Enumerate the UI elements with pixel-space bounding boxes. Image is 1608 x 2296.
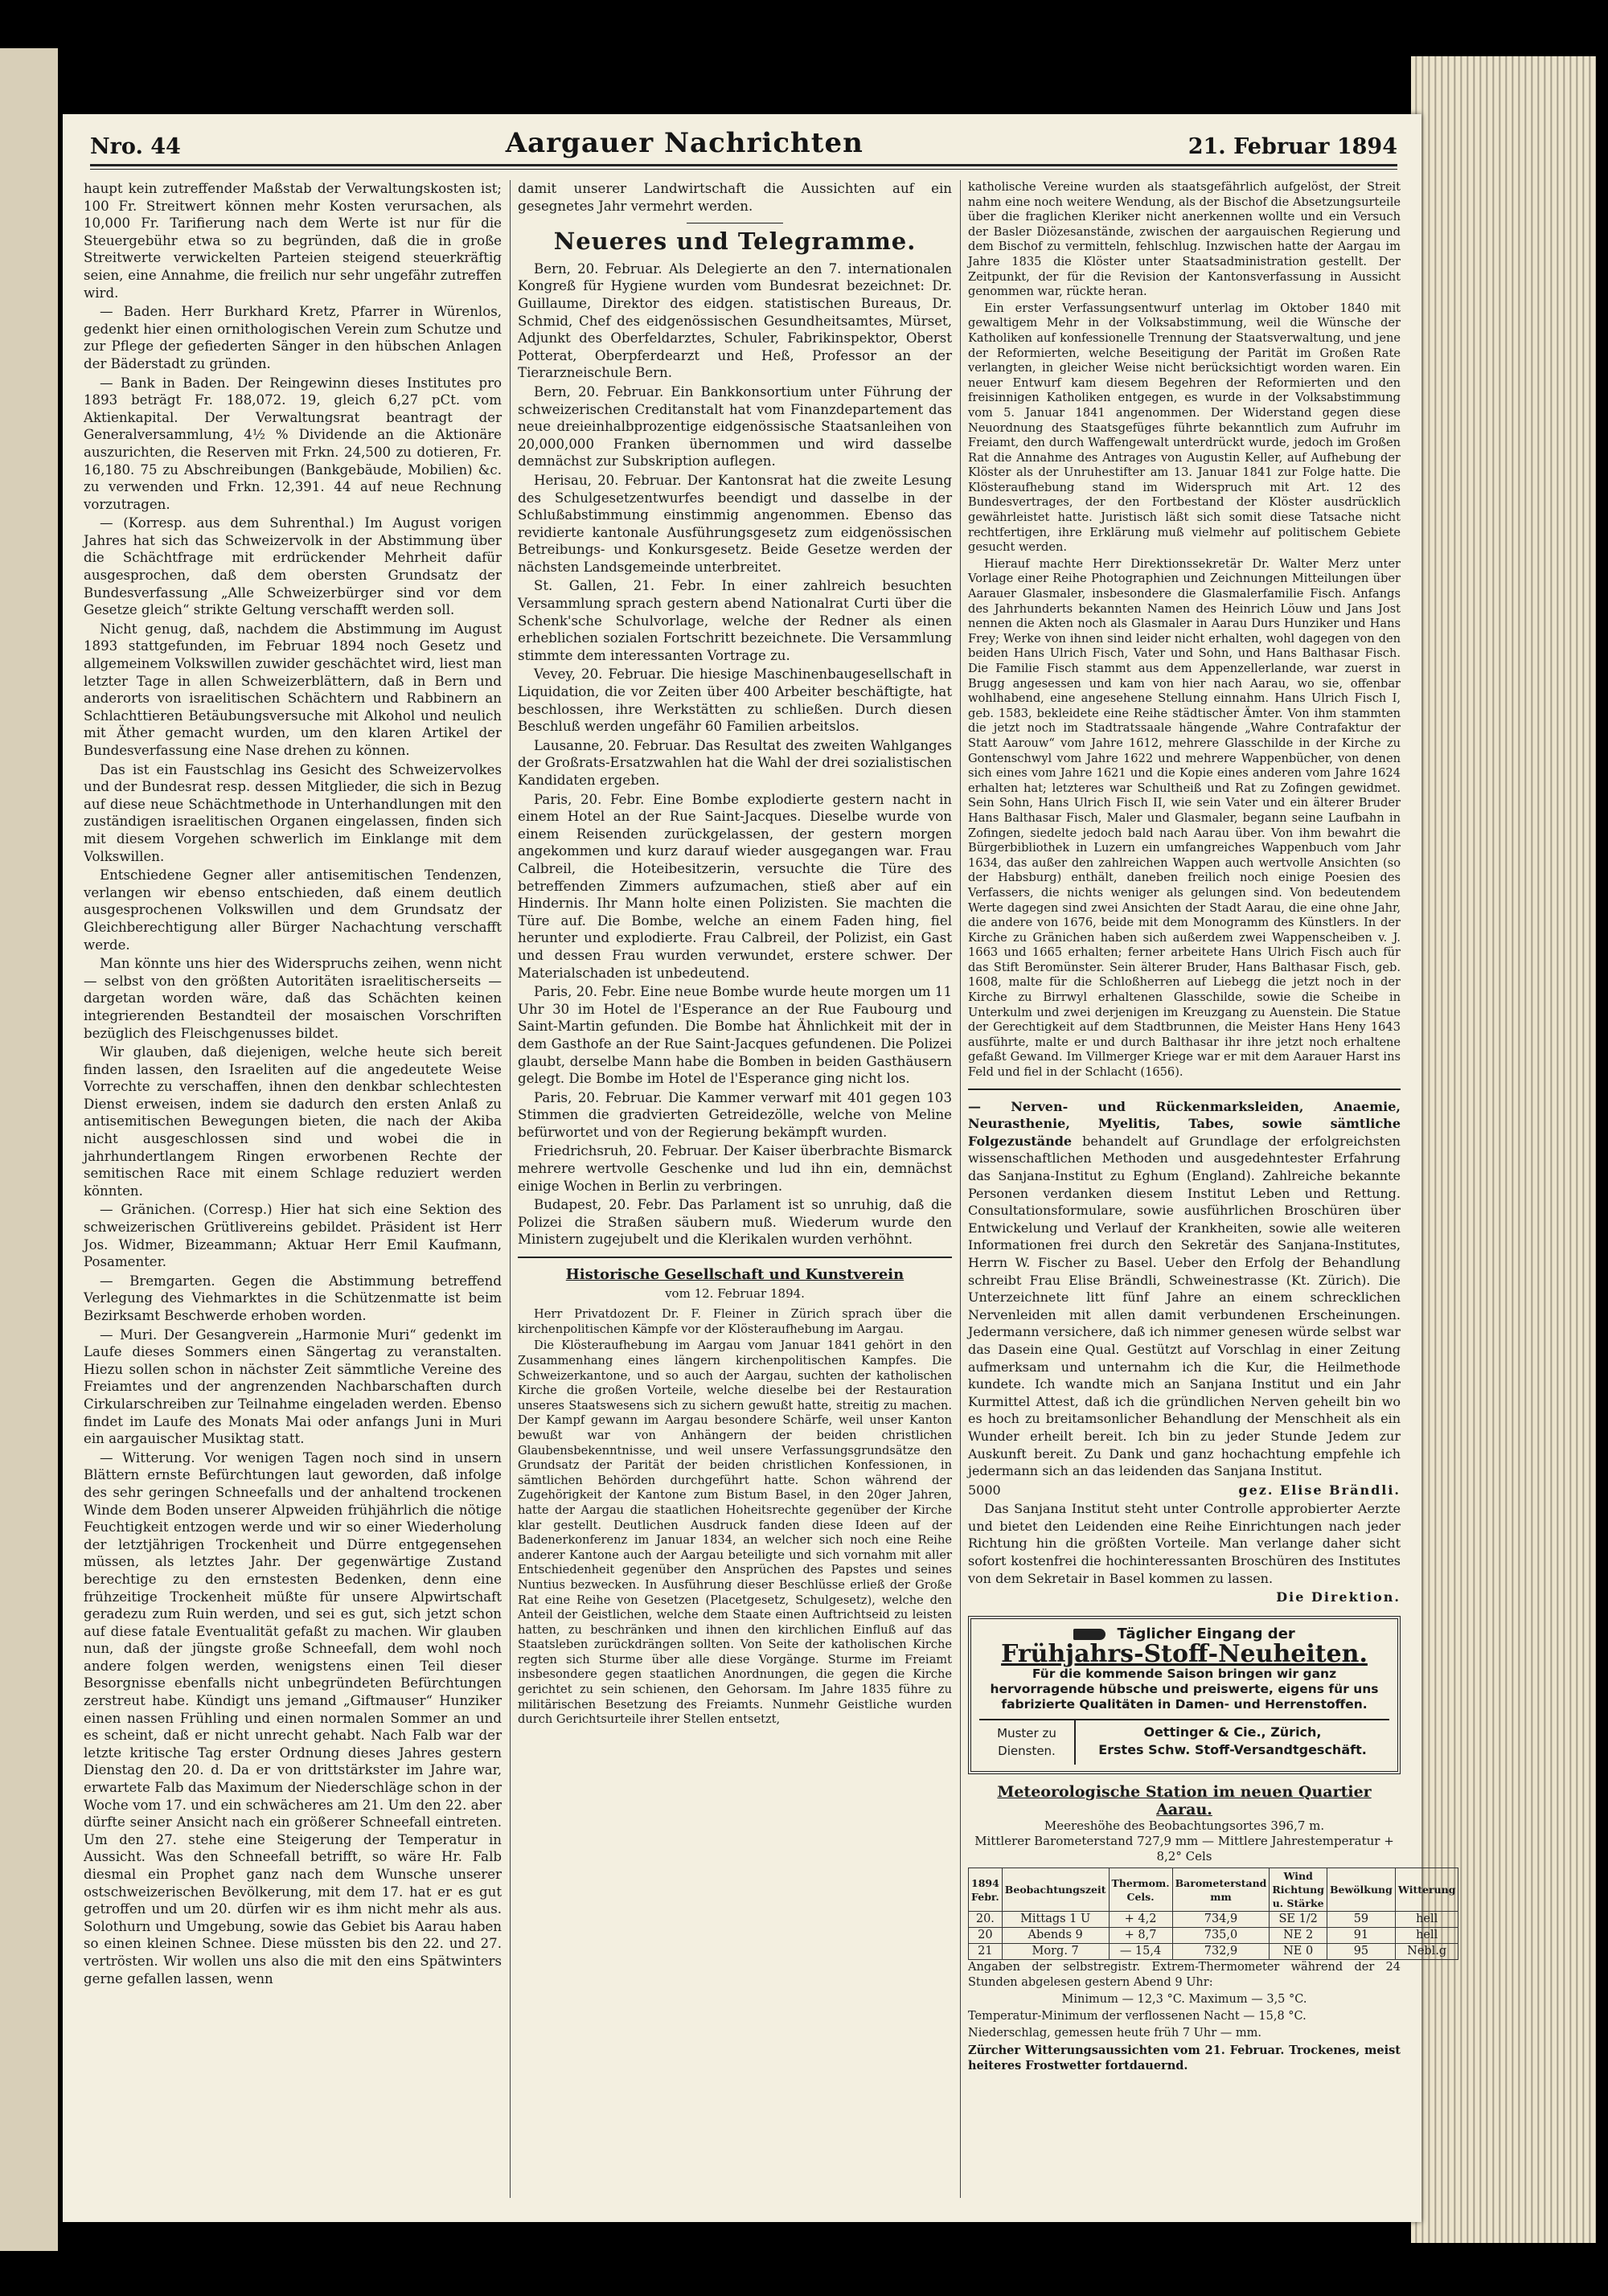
ad-stoff-firm-sub: Erstes Schw. Stoff-Versandtgeschäft. [1098,1742,1367,1758]
column-3 [968,180,1456,2198]
column-divider [960,180,961,2198]
paragraph: — (Korresp. aus dem Suhrenthal.) Im August vorigen Jahres hat sich das Schweizervolk in der Abstimmung über die Schächtfrage mit erdrückender Mehrheit dafür ausgesprochen, daß dem obersten Grundsatz der Bundesverfassung „Alle Schweizerbürger sind vor dem Gesetze gleich“ strikte Geltung verschafft werden soll. [84,515,502,618]
paragraph: — Baden. Herr Burkhard Kretz, Pfarrer in Würenlos, gedenkt hier einen ornithologischen Verein zum Schutze und zur Pflege der gefiederten Sänger in den hübschen Anlagen der Bäderstadt zu gründen. [84,304,502,371]
section-divider [518,1257,952,1258]
table-cell: Morg. 7 [1002,1944,1109,1960]
table-cell: hell [1395,1928,1458,1944]
meteo-header: Bewölkung [1327,1868,1395,1912]
meteo-header: Barometerstand mm [1172,1868,1270,1912]
news-item: Herisau, 20. Februar. Der Kantonsrat hat die zweite Lesung des Schulgesetzentwurfes beendigt und dasselbe in der Schlußabstimmung einstimmig angenommen. Ebenso das revidierte kantonale Ausführungsgesetz zum eidgenössischen Betreibungs- und Konkursgesetz. Beide Gesetze werden der nächsten Landsgemeinde unterbreitet. [518,472,952,575]
ad-signature: gez. Elise Brändli. [1238,1482,1401,1498]
meteo-header: Beobachtungszeit [1002,1868,1109,1912]
paragraph: Entschiedene Gegner aller antisemitischen Tendenzen, verlangen wir ebenso entschieden, daß einem deutlich ausgesprochenen Volkswillen und dem Grundsatz der Gleichberechtigung aller Bürger Nachachtung verschafft werde. [84,867,502,953]
newspaper-page [63,114,1456,2222]
paragraph: damit unserer Landwirtschaft die Aussichten auf ein gesegnetes Jahr vermehrt werden. [518,181,952,214]
paragraph: — Bank in Baden. Der Reingewinn dieses Institutes pro 1893 beträgt Fr. 188,072. 19, gleich 6,27 pCt. vom Aktienkapital. Der Verwaltungsrat beantragt der Generalversammlung, 4½ % Dividende an die Aktionäre auszurichten, die Reserven mit Frkn. 24,500 zu dotieren, Fr. 16,180. 75 zu Abschreibungen (Bankgebäude, Mobilien) &c. zu verwenden und Frkn. 12,391. 44 auf neue Rechnung vorzutragen. [84,375,502,512]
ad-body: behandelt auf Grundlage der erfolgreichsten wissenschaftlichen Methoden und ausgedehntester Erfahrung das Sanjana-Institut zu Eghum (England). Zahlreiche bekannte Personen verdanken diesem Institut Leben und Rettung. Consultationsformulare, sowie ausführlichen Broschüren über Entwickelung und Verlauf der Krankheiten, sowie alle weiteren Informationen frei durch den Sekretär des Sanjana-Institutes, Herrn W. Fischer zu Basel. Ueber den Erfolg der Behandlung schreibt Frau Elise Brändli, Schweinestrasse (Kt. Zürich). Die Unterzeichnete litt fünf Jahre an einem schrecklichen Nervenleiden mit allen damit verbundenen Erscheinungen. Jedermann versichere, daß ich nimmer genesen würde selbst war das Dasein eine Qual. Gestützt auf Vorschlag in einer Zeitung aufmerksam und unternahm ich die Kur, die Heilmethode kundete. Ich wandte mich an Sanjana Institut und ein Jahr Kurmittel Attest, daß ich die gründlichen Nerven geheilt bin wo es hoch zu breitamsonlicher Behandlung der Menschheit als ein Wunder erheilt bereit. Ich bin zu jeder Stunde Jedem zur Auskunft bereit. Zu Dank und ganz hochachtung empfehle ich jedermann sich an das leidenden das Sanjana Institut. [968,1133,1401,1479]
newspaper-title: Aargauer Nachrichten [505,127,863,159]
section-divider [968,1089,1401,1090]
column-1 [84,180,502,2198]
table-cell: 21 [969,1944,1003,1960]
news-item: Paris, 20. Febr. Eine neue Bombe wurde heute morgen um 11 Uhr 30 im Hotel de l'Esperance an der Rue Faubourg und Saint-Martin gefunden. Die Bombe hat Ähnlichkeit mit der in dem Gasthofe an der Rue Saint-Jacques gefundenen. Die Polizei glaubt, derselbe Mann habe die Bomben in beiden Gasthäusern gelegt. Die Bombe im Hotel de l'Esperance ging nicht los. [518,984,952,1087]
ad-stoff-line1: Täglicher Eingang der [1117,1625,1295,1642]
ad-direction: Die Direktion. [1276,1589,1401,1605]
news-item: Paris, 20. Februar. Die Kammer verwarf mit 401 gegen 103 Stimmen die gradvierten Getreidezölle, welche von Meline befürwortet und von der Regierung bekämpft wurden. [518,1089,952,1140]
paragraph: Ein erster Verfassungsentwurf unterlag im Oktober 1840 mit gewaltigem Mehr in der Volksabstimmung, weil die Wünsche der Katholiken auf konfessionelle Trennung der Staatsverwaltung, und jene der Reformierten, welche Beseitigung der Parität im Großen Rate verlangten, in gleicher Weise nicht berücksichtigt worden waren. Ein neuer Entwurf kam diesem Begehren der Reformierten und den freisinnigen Katholiken entgegen, es wurde in der Volksabstimmung vom 5. Januar 1841 angenommen. Der Widerstand gegen diese Neuordnung des Staatsgefüges führte bekanntlich zum Aufruhr im Freiamt, den durch Waffengewalt unterdrückt wurde, jedoch im Großen Rat die Annahme des Antrages von Augustin Keller, auf Aufhebung der Klöster als der Unruhestifter am 13. Januar 1841 zur Folge hatte. Die Klösteraufhebung stand im Widerspruch mit Art. 12 des Bundesvertrages, der den Fortbestand der Klöster ausdrücklich gewährleistet hatte. Juristisch läßt sich somit diese Tatsache nicht rechtfertigen, ihre Erklärung muß vielmehr auf politischem Gebiete gesucht werden. [968,301,1401,555]
meteo-forecast: Zürcher Witterungsaussichten vom 21. Februar. Trockenes, meist heiteres Frostwetter fortdauernd. [968,2044,1401,2073]
ad-stoff-text: Für die kommende Saison bringen wir ganz hervorragende hübsche und preiswerte, eigens für uns fabrizierte Qualitäten in Damen- und Herrenstoffen. [990,1667,1379,1712]
paragraph: katholische Vereine wurden als staatsgefährlich aufgelöst, der Streit nahm eine noch weitere Wendung, als der Bischof die Absetzungsurteile über die fraglichen Kleriker nicht anerkennen wollte und ein Versuch der Basler Diözesanstände, zwischen der aargauischen Regierung und dem Bischof zu vermitteln, fehlschlug. Inzwischen hatte der Aargau im Jahre 1835 die Klöster unter Staatsadministration gestellt. Der Zeitpunkt, der für die Revision der Kantonsverfassung in Aussicht genommen war, rückte heran. [968,180,1401,299]
news-item: Paris, 20. Febr. Eine Bombe explodierte gestern nacht in einem Hotel an der Rue Saint-Jacques. Dieselbe wurde von einem Reisenden zurückgelassen, der gestern morgen angekommen und kurz darauf wieder ausgegangen war. Frau Calbreil, die Hoteibesitzerin, versuchte die Türe des betreffenden Zimmers aufzumachen, stieß aber auf ein Hindernis. Ihr Mann holte einen Polizisten. Sie machten die Türe auf. Die Bombe, welche an einem Faden hing, fiel herunter und explodierte. Frau Calbreil, der Polizist, ein Gast und dessen Frau wurden verwundet, erstere schwer. Der Materialschaden ist unbedeutend. [518,791,952,981]
table-cell: NE 0 [1270,1944,1327,1960]
table-cell: SE 1/2 [1270,1912,1327,1928]
issue-date: 21. Februar 1894 [1188,134,1397,159]
ad-code: 5000 [968,1482,1001,1498]
meteo-note: Angaben der selbstregistr. Extrem-Thermometer während der 24 Stunden abgelesen gestern Abend 9 Uhr: [968,1961,1401,1990]
news-item: Friedrichsruh, 20. Februar. Der Kaiser überbrachte Bismarck mehrere wertvolle Geschenke und lud ihn ein, demnächst einige Wochen in Berlin zu verbringen. [518,1143,952,1194]
table-cell: 20 [969,1928,1003,1944]
news-item: Budapest, 20. Febr. Das Parlament ist so unruhig, daß die Polizei die Straßen säubern muß. Wiederum wurde den Ministern zugejubelt und die Klerikalen wurden verhöhnt. [518,1197,952,1248]
table-row [969,1928,1458,1944]
meteo-table [968,1868,1458,1960]
previous-page-edge [0,48,58,2251]
society-body: Die Klösteraufhebung im Aargau vom Januar 1841 gehört in den Zusammenhang eines längern kirchenpolitischen Kampfes. Die Schweizerkantone, und so auch der Aargau, suchten der katholischen Kirche die großen Vorteile, welche dieselbe bei der Restauration unseres Staatswesens sich zu sichern gewußt hatte, streitig zu machen. Der Kampf gewann im Aargau besondere Schärfe, weil unser Kanton bewußt war von Anhängern der beiden christlichen Glaubensbekenntnisse, und weil unsere Verfassungsgrundsätze den Grundsatz der Parität der beiden christlichen Konfessionen, in sämtlichen Behörden durchgeführt hatte. Schon während der Zugehörigkeit der Kantone zum Bistum Basel, in den 20ger Jahren, hatte der Aargau die staatlichen Hoheitsrechte gegenüber der Kirche klar gestellt. Deutlichen Ausdruck fanden diese Ideen auf der Badenerkonferenz im Januar 1834, an welcher sich noch eine Reihe anderer Kantone auch der Aargau beteiligte und sich vornahm mit aller Entschiedenheit gegenüber den Ansprüchen des Papstes und seines Nuntius bezwecken. In Ausführung dieser Beschlüsse erließ der Große Rat eine Reihe von Gesetzen (Placetgesetz, Schulgesetz), welche den Anteil der Geistlichen, welche dem Staate einen Auftrichtseid zu leisten hatten, zu beschränken und ihnen den kirchlichen Einfluß auf das Staatsleben zurückdrängen sollten. Von Seite der katholischen Kirche regten sich Sturme über alle diese Vorgänge. Sturme im Freiamt insbesondere gegen staatlichen Anordnungen, die gegen die Kirche gerichtet zu sein schienen, den Gehorsam. Im Jahre 1835 führe zu militärischen Besetzung des Freiamts. Nunmehr Geistliche wurden durch Gerichtsurteile ihrer Stellen entsetzt, [518,1339,952,1727]
news-item: Bern, 20. Februar. Ein Bankkonsortium unter Führung der schweizerischen Creditanstalt hat vom Finanzdepartement das neue dreieinhalbprozentige eidgenössische Staatsanleihen von 20,000,000 Franken übernommen und wird dasselbe demnächst zur Subskription auflegen. [518,383,952,469]
table-cell: 59 [1327,1912,1395,1928]
paragraph: — Muri. Der Gesangverein „Harmonie Muri“ gedenkt im Laufe dieses Sommers einen Sängertag zu veranstalten. Hiezu sollen schon in nächster Zeit sämmtliche Vereine des Freiamtes und der angrenzenden Nachbarschaften durch Cirkularschreiben zur Teilnahme eingeladen werden. Ebenso findet im Laufe des Monats Mai oder anfangs Juni in Muri ein aargauischer Musiktag statt. [84,1326,502,1447]
column-divider [510,180,511,2198]
ad-stoff-title: Frühjahrs-Stoff-Neuheiten. [1001,1640,1368,1669]
paragraph: Hierauf machte Herr Direktionssekretär Dr. Walter Merz unter Vorlage einer Reihe Photographien und Zeichnungen Mitteilungen über Aarauer Glasmaler, insbesondere die Glasmalerfamilie Fisch. Anfangs des Jahrhunderts bekannten Namen des Heinrich Löuw und Jans Jost nennen die Akten noch als Glasmaler in Aarau Durs Hunziker und Hans Frey; Werke von ihnen sind leider nicht erhalten, wohl dagegen von den beiden Hans Ulrich Fisch, Vater und Sohn, und Hans Balthasar Fisch. Die Familie Fisch stammt aus dem Appenzellerlande, war zuerst in Brugg angesessen und kam von hier nach Aarau, wo sie, offenbar wohlhabend, eine angesehene Stellung einnahm. Hans Ulrich Fisch I, geb. 1583, bekleidete eine Reihe städtischer Ämter. Von ihm stammten die jetzt noch im Stadtratssaale hängende „Wahre Contrafaktur der Statt Aarouw“ vom Jahre 1612, mehrere Glasschilde in der Kirche zu Gontenschwyl vom Jahre 1622 und mehrere Wappenbücher, von denen sich eines vom Jahre 1621 und die Kopie eines anderen vom Jahre 1624 erhalten hat; letzteres war Schultheiß und Rat zu Zofingen gewidmet. Sein Sohn, Hans Ulrich Fisch II, wie sein Vater und ein älterer Bruder Hans Balthasar Fisch, Maler und Glasmaler, begann seine Laufbahn in Zofingen, siedelte jedoch bald nach Aarau über. Von ihm bewahrt die Bürgerbibliothek in Luzern ein umfangreiches Wappenbuch vom Jahr 1634, das außer den zahlreichen Wappen auch wertvolle Ansichten (so der Habsburg) enthält, daneben freilich noch einige Poesien des Verfassers, die nichts weniger als gelungen sind. Von bedeutendem Werte dagegen sind zwei Ansichten der Stadt Aarau, die eine ohne Jahr, die andere von 1676, beide mit dem Monogramm des Künstlers. In der Kirche zu Gränichen haben sich außerdem zwei Wappenscheiben v. J. 1663 und 1665 erhalten; ferner arbeitete Hans Ulrich Fisch auch für das Stift Beromünster. Sein älterer Bruder, Hans Balthasar Fisch, geb. 1608, malte für die Schloßherren auf Liebegg die jetzt noch in der Kirche zu Birrwyl erhaltenen Glasschilde, sowie die Scheibe in Unterkulm und zwei derjenigen im Kreuzgang zu Auenstein. Die Statue der Gerechtigkeit auf dem Stadtbrunnen, die Meister Hans Heny 1643 ausführte, malte er und durch Balthasar ihr ihre jetzt noch erhaltene gefaßt Gewand. Im Villmerger Kriege war er mit dem Aarauer Harst ins Feld und fiel in der Schlacht (1656). [968,556,1401,1080]
table-cell: Nebl.g [1395,1944,1458,1960]
paragraph: Nicht genug, daß, nachdem die Abstimmung im August 1893 stattgefunden, im Februar 1894 noch Gesetz und allgemeinem Volkswillen zuwider geschächtet wird, liest man letzter Tage in allen Schweizerblättern, daß in Bern und anderorts von israelitischen Schächtern und Rabbinern an Schlachttieren Betäubungsversuche mit Alkohol und neulich mit Äther gemacht wurden, um den klaren Artikel der Bundesverfassung eine Nase drehen zu können. [84,621,502,758]
masthead [90,122,1397,159]
table-cell: Abends 9 [1002,1928,1109,1944]
meteo-note: Niederschlag, gemessen heute früh 7 Uhr — mm. [968,2027,1261,2040]
meteo-section [968,1783,1456,2073]
paragraph: Wir glauben, daß diejenigen, welche heute sich bereit finden lassen, den Israeliten auf die angedeutete Weise Vorrechte zu verschaffen, ihnen den denkbar schlechtesten Dienst erweisen, indem sie dadurch den ersten Anlaß zu antisemitischen Bewegungen bieten, die nach der Akiba nicht ausgeschlossen sind und wobei die in jahrhundertlangem Ringen erworbenen Rechte der semitischen Race mit einem Schlage reduziert werden könnten. [84,1044,502,1199]
advertisement-stoff [968,1616,1401,1774]
society-date: vom 12. Februar 1894. [665,1285,805,1301]
meteo-header: Wind Richtung u. Stärke [1270,1868,1327,1912]
meteo-header: Witterung [1395,1868,1458,1912]
society-intro: Herr Privatdozent Dr. F. Fleiner in Zürich sprach über die kirchenpolitischen Kämpfe vor der Klösteraufhebung im Aargau. [518,1307,952,1336]
pointing-hand-icon [1073,1629,1106,1640]
issue-number: Nro. 44 [90,134,181,159]
table-cell: + 4,2 [1109,1912,1172,1928]
paragraph: haupt kein zutreffender Maßstab der Verwaltungskosten ist; 100 Fr. Streitwert können mehr Kosten verursachen, als 10,000 Fr. Tarifierung nach dem Werte ist nur für die Steuergebühr etwa so zu begründen, daß die in große Streitwerte verwickelten Parteien steigend steuerkräftig seien, eine Annahme, die freilich nur sehr ungefähr zutreffen wird. [84,181,502,301]
column-2 [518,180,952,2198]
paragraph: — Bremgarten. Gegen die Abstimmung betreffend Verlegung des Viehmarktes in die Schützenmatte ist beim Bezirksamt Beschwerde erhoben worden. [84,1273,502,1323]
table-cell: 734,9 [1172,1912,1270,1928]
section-heading: Neueres und Telegramme. [553,228,917,256]
ad-footer: Das Sanjana Institut steht unter Controlle approbierter Aerzte und bietet den Leidenden eine Reihe Einrichtungen nach jeder Richtung hin die größten Vorteile. Man verlange daher sicht sofort kostenfrei die hochinteressanten Broschüren des Institutes von dem Sekretair in Basel kommen zu lassen. [968,1501,1401,1586]
table-row [969,1944,1458,1960]
news-item: Vevey, 20. Februar. Die hiesige Maschinenbaugesellschaft in Liquidation, die vor Zeiten über 400 Arbeiter beschäftigte, hat beschlossen, ihre Werkstätten zu schließen. Durch diesen Beschluß werden ungefähr 60 Familien arbeitslos. [518,666,952,735]
meteo-header: 1894 Febr. [969,1868,1003,1912]
meteo-title: Meteorologische Station im neuen Quartier Aarau. [997,1783,1372,1818]
table-cell: — 15,4 [1109,1944,1172,1960]
society-heading: Historische Gesellschaft und Kunstverein [565,1266,904,1284]
meteo-altitude: Meereshöhe des Beobachtungsortes 396,7 m. [1044,1818,1325,1834]
table-cell: 732,9 [1172,1944,1270,1960]
ad-headline: — Nerven- und Rückenmarksleiden, Anaemie, Neurasthenie, Myelitis, Tabes, sowie sämtliche Folgezustände [968,1098,1401,1149]
ad-stoff-muster: Muster zu Diensten. [979,1720,1076,1765]
table-cell: NE 2 [1270,1928,1327,1944]
meteo-header-row [969,1868,1458,1912]
table-cell: + 8,7 [1109,1928,1172,1944]
ad-stoff-firm: Oettinger & Cie., Zürich, [1143,1724,1322,1740]
table-cell: 95 [1327,1944,1395,1960]
table-cell: 20. [969,1912,1003,1928]
paragraph: Das ist ein Faustschlag ins Gesicht des Schweizervolkes und der Bundesrat resp. dessen Mitglieder, die sich in Bezug auf diese neue Schächtmethode in Unterhandlungen mit den zuständigen israelitischen Organen eingelassen, finden sich mit diesem Vorgehen schwerlich im Einklange mit dem Volkswillen. [84,761,502,864]
table-cell: 91 [1327,1928,1395,1944]
news-item: Bern, 20. Februar. Als Delegierte an den 7. internationalen Kongreß für Hygiene wurden vom Bundesrat bezeichnet: Dr. Guillaume, Direktor des eidgen. statistischen Bureaus, Dr. Schmid, Chef des eidgenössischen Gesundheitsamtes, Mürset, Adjunkt des Oberfeldarztes, Schuler, Fabrikinspektor, Oberst Potterat, Oberpferdearzt und Heß, Professor an der Tierarzneischule Bern. [518,260,952,381]
meteo-header: Thermom. Cels. [1109,1868,1172,1912]
meteo-averages: Mittlerer Barometerstand 727,9 mm — Mittlere Jahrestemperatur + 8,2° Cels [974,1834,1394,1864]
table-cell: Mittags 1 U [1002,1912,1109,1928]
table-cell: hell [1395,1912,1458,1928]
news-item: St. Gallen, 21. Febr. In einer zahlreich besuchten Versammlung sprach gestern abend Nationalrat Curti über die Schenk'sche Schulvorlage, welche der Redner als einen erheblichen sozialen Fortschritt bezeichnete. Die Versammlung stimmte dem interessanten Vortrage zu. [518,578,952,663]
news-item: Lausanne, 20. Februar. Das Resultat des zweiten Wahlganges der Großrats-Ersatzwahlen hat die Wahl der drei sozialistischen Kandidaten ergeben. [518,737,952,788]
paragraph: — Witterung. Vor wenigen Tagen noch sind in unsern Blättern ernste Befürchtungen laut geworden, daß infolge des sehr geringen Schneefalls und der anhaltend trockenen Winde dem Boden unserer Alpweiden frühjährlich die nötige Feuchtigkeit entzogen werde und wir so einer Wiederholung der letztjährigen Trockenheit und Dürre entgegensehen müssen, als letztes Jahr. Der gegenwärtige Zustand berechtige zu den ernstesten Bedenken, denn eine frühzeitige Trockenheit müßte für unsere Alpwirtschaft geradezu zum Ruin werden, und sei es gut, sich jetzt schon auf diese fatale Eventualität gefaßt zu machen. Wir glauben nun, daß der jüngste große Schneefall, dem wohl noch andere folgen werden, wenigstens einen Teil dieser Besorgnisse ebenfalls nicht unbegründeten Befürchtungen zerstreut habe. Kündigt uns jemand „Giftmauser“ Hunziker einen nassen Frühling und einen normalen Sommer an und es scheint, daß er nicht unrecht gehabt. Nach Falb war der letzte kritische Tag erster Ordnung dieses Jahres gestern Dienstag den 20. d. Da er von drittstärkster im Jahre war, erwartete Falb das Maximum der Niederschläge schon in der Woche vom 17. und ein schwächeres am 21. Um den 22. aber dürfte seiner Ansicht nach ein größerer Schneefall eintreten. Um den 27. stehe eine Steigerung der Temperatur in Aussicht. Was den Schneefall betrifft, so wäre Hr. Falb diesmal ein Prophet ganz nach dem Wunsche unserer ostschweizerischen Bevölkerung, mit dem 17. hat er es gut getroffen und um 20. dürfen wir es ihm nicht mehr als aus. Solothurn und Umgebung, sowie das Gebiet bis Aarau haben so einen kleinen Schnee. Diese müssten bis den 22. und 27. vertrösten. Wir wollen uns also die mit den eins Spätwinters gerne gefallen lassen, wenn [84,1449,502,1986]
paragraph: — Gränichen. (Corresp.) Hier hat sich eine Sektion des schweizerischen Grütlivereins gebildet. Präsident ist Herr Jos. Widmer, Bizeammann; Aktuar Herr Emil Kaufmann, Posamenter. [84,1202,502,1270]
paragraph: Man könnte uns hier des Widerspruchs zeihen, wenn nicht — selbst von den größten Autoritäten israelitischerseits — dargetan worden wäre, daß das Schächten keinen integrierenden Bestandteil der mosaischen Vorschriften bezüglich des Fleischgenusses bildet. [84,956,502,1041]
table-cell: 735,0 [1172,1928,1270,1944]
advertisement-sanjana [968,1098,1401,1606]
meteo-minmax: Minimum — 12,3 °C. Maximum — 3,5 °C. [1061,1993,1307,2007]
masthead-rule [90,164,1397,170]
meteo-note: Temperatur-Minimum der verflossenen Nacht — 15,8 °C. [968,2010,1306,2023]
table-row [969,1912,1458,1928]
